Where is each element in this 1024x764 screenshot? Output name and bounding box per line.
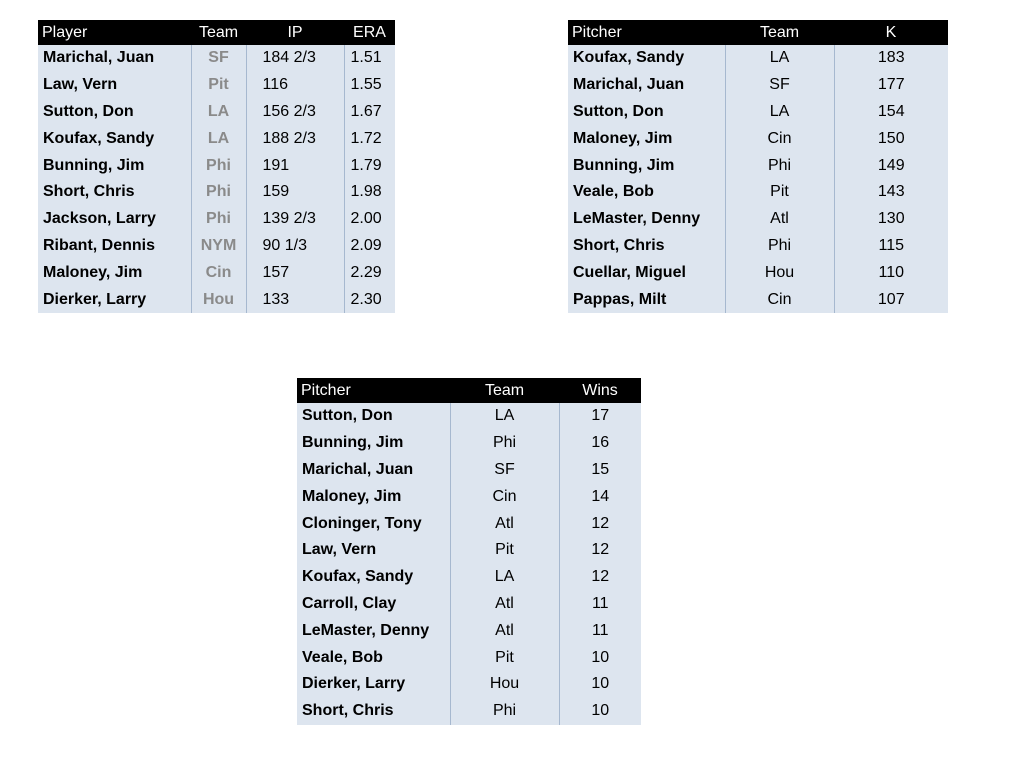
- wins-cell: 11: [559, 591, 641, 618]
- player-name-cell: Jackson, Larry: [38, 206, 191, 233]
- column-header-ip: IP: [246, 20, 344, 45]
- era-table-body: [38, 45, 395, 313]
- team-cell: LA: [725, 99, 834, 126]
- pitcher-name-cell: Koufax, Sandy: [568, 45, 725, 72]
- team-cell: Phi: [725, 152, 834, 179]
- pitcher-name-cell: LeMaster, Denny: [568, 206, 725, 233]
- table-row: [568, 99, 948, 126]
- table-row: [568, 45, 948, 72]
- table-row: [38, 206, 395, 233]
- team-cell: LA: [450, 403, 559, 430]
- era-cell: 1.51: [344, 45, 395, 72]
- team-cell: Cin: [725, 286, 834, 313]
- team-cell: Phi: [191, 206, 246, 233]
- table-row: [38, 45, 395, 72]
- pitcher-name-cell: Veale, Bob: [568, 179, 725, 206]
- pitcher-name-cell: Bunning, Jim: [568, 152, 725, 179]
- column-header-era: ERA: [344, 20, 395, 45]
- innings-pitched-cell: 116: [246, 72, 344, 99]
- strikeout-leaders-table: [568, 20, 948, 313]
- pitcher-name-cell: Pappas, Milt: [568, 286, 725, 313]
- table-row: [568, 72, 948, 99]
- table-row: [568, 206, 948, 233]
- team-cell: Pit: [191, 72, 246, 99]
- pitcher-name-cell: Marichal, Juan: [297, 457, 450, 484]
- team-cell: LA: [191, 99, 246, 126]
- strikeouts-cell: 143: [834, 179, 948, 206]
- pitcher-name-cell: Sutton, Don: [297, 403, 450, 430]
- table-row: [568, 259, 948, 286]
- wins-cell: 11: [559, 617, 641, 644]
- team-cell: LA: [725, 45, 834, 72]
- player-name-cell: Law, Vern: [38, 72, 191, 99]
- pitcher-name-cell: Marichal, Juan: [568, 72, 725, 99]
- pitcher-name-cell: Dierker, Larry: [297, 671, 450, 698]
- strikeouts-cell: 107: [834, 286, 948, 313]
- team-cell: Phi: [191, 152, 246, 179]
- pitcher-name-cell: Law, Vern: [297, 537, 450, 564]
- era-cell: 1.55: [344, 72, 395, 99]
- strikeouts-cell: 150: [834, 125, 948, 152]
- era-cell: 1.98: [344, 179, 395, 206]
- table-row: [568, 152, 948, 179]
- table-row: [568, 233, 948, 260]
- team-cell: LA: [450, 564, 559, 591]
- team-cell: Phi: [450, 430, 559, 457]
- team-cell: Hou: [191, 286, 246, 313]
- wins-cell: 12: [559, 510, 641, 537]
- table-row: [297, 564, 641, 591]
- player-name-cell: Ribant, Dennis: [38, 233, 191, 260]
- strikeouts-cell: 154: [834, 99, 948, 126]
- pitcher-name-cell: Maloney, Jim: [297, 483, 450, 510]
- table-row: [38, 125, 395, 152]
- wins-cell: 10: [559, 644, 641, 671]
- innings-pitched-cell: 188 2/3: [246, 125, 344, 152]
- player-name-cell: Marichal, Juan: [38, 45, 191, 72]
- pitcher-name-cell: Cuellar, Miguel: [568, 259, 725, 286]
- innings-pitched-cell: 157: [246, 259, 344, 286]
- player-name-cell: Maloney, Jim: [38, 259, 191, 286]
- player-name-cell: Sutton, Don: [38, 99, 191, 126]
- column-header-team: Team: [450, 378, 559, 403]
- player-name-cell: Koufax, Sandy: [38, 125, 191, 152]
- column-header-player: Player: [38, 20, 191, 45]
- era-cell: 2.29: [344, 259, 395, 286]
- team-cell: Hou: [725, 259, 834, 286]
- table-header-row: [297, 378, 641, 403]
- innings-pitched-cell: 156 2/3: [246, 99, 344, 126]
- team-cell: SF: [191, 45, 246, 72]
- team-cell: Atl: [450, 591, 559, 618]
- strikeouts-cell: 149: [834, 152, 948, 179]
- era-cell: 1.72: [344, 125, 395, 152]
- team-cell: Cin: [725, 125, 834, 152]
- player-name-cell: Bunning, Jim: [38, 152, 191, 179]
- table-row: [38, 72, 395, 99]
- column-header-pitcher: Pitcher: [568, 20, 725, 45]
- table-row: [297, 591, 641, 618]
- team-cell: Cin: [450, 483, 559, 510]
- era-cell: 1.79: [344, 152, 395, 179]
- pitcher-name-cell: Sutton, Don: [568, 99, 725, 126]
- pitcher-name-cell: Short, Chris: [297, 698, 450, 725]
- wins-cell: 15: [559, 457, 641, 484]
- wins-cell: 10: [559, 671, 641, 698]
- table-row: [38, 99, 395, 126]
- column-header-k: K: [834, 20, 948, 45]
- table-row: [297, 510, 641, 537]
- wins-cell: 17: [559, 403, 641, 430]
- innings-pitched-cell: 90 1/3: [246, 233, 344, 260]
- team-cell: Pit: [725, 179, 834, 206]
- team-cell: Phi: [450, 698, 559, 725]
- wins-cell: 10: [559, 698, 641, 725]
- table-row: [297, 457, 641, 484]
- pitcher-name-cell: Cloninger, Tony: [297, 510, 450, 537]
- table-row: [297, 644, 641, 671]
- team-cell: NYM: [191, 233, 246, 260]
- pitcher-name-cell: Maloney, Jim: [568, 125, 725, 152]
- wins-table-body: [297, 403, 641, 725]
- column-header-team: Team: [191, 20, 246, 45]
- column-header-wins: Wins: [559, 378, 641, 403]
- table-row: [38, 152, 395, 179]
- era-cell: 2.09: [344, 233, 395, 260]
- team-cell: Cin: [191, 259, 246, 286]
- table-row: [38, 179, 395, 206]
- team-cell: Atl: [725, 206, 834, 233]
- era-cell: 1.67: [344, 99, 395, 126]
- wins-cell: 12: [559, 564, 641, 591]
- team-cell: Hou: [450, 671, 559, 698]
- table-row: [297, 430, 641, 457]
- team-cell: Phi: [191, 179, 246, 206]
- pitcher-name-cell: Koufax, Sandy: [297, 564, 450, 591]
- wins-cell: 14: [559, 483, 641, 510]
- pitcher-name-cell: Carroll, Clay: [297, 591, 450, 618]
- table-row: [38, 286, 395, 313]
- pitcher-name-cell: Short, Chris: [568, 233, 725, 260]
- strikeouts-cell: 110: [834, 259, 948, 286]
- pitcher-name-cell: Bunning, Jim: [297, 430, 450, 457]
- team-cell: SF: [725, 72, 834, 99]
- table-row: [568, 179, 948, 206]
- table-row: [297, 617, 641, 644]
- innings-pitched-cell: 184 2/3: [246, 45, 344, 72]
- era-cell: 2.30: [344, 286, 395, 313]
- innings-pitched-cell: 191: [246, 152, 344, 179]
- table-row: [297, 403, 641, 430]
- innings-pitched-cell: 159: [246, 179, 344, 206]
- table-row: [38, 259, 395, 286]
- player-name-cell: Short, Chris: [38, 179, 191, 206]
- team-cell: LA: [191, 125, 246, 152]
- team-cell: Phi: [725, 233, 834, 260]
- team-cell: Atl: [450, 617, 559, 644]
- wins-leaders-table: [297, 378, 641, 725]
- team-cell: Atl: [450, 510, 559, 537]
- innings-pitched-cell: 139 2/3: [246, 206, 344, 233]
- era-cell: 2.00: [344, 206, 395, 233]
- table-row: [297, 671, 641, 698]
- team-cell: SF: [450, 457, 559, 484]
- team-cell: Pit: [450, 644, 559, 671]
- era-leaders-table: [38, 20, 395, 313]
- table-row: [568, 125, 948, 152]
- table-header-row: [568, 20, 948, 45]
- player-name-cell: Dierker, Larry: [38, 286, 191, 313]
- table-row: [297, 698, 641, 725]
- table-row: [297, 483, 641, 510]
- strikeouts-cell: 183: [834, 45, 948, 72]
- wins-cell: 16: [559, 430, 641, 457]
- wins-cell: 12: [559, 537, 641, 564]
- pitcher-name-cell: LeMaster, Denny: [297, 617, 450, 644]
- team-cell: Pit: [450, 537, 559, 564]
- strikeouts-cell: 130: [834, 206, 948, 233]
- pitcher-name-cell: Veale, Bob: [297, 644, 450, 671]
- strikeouts-cell: 177: [834, 72, 948, 99]
- table-row: [38, 233, 395, 260]
- table-header-row: [38, 20, 395, 45]
- k-table-body: [568, 45, 948, 313]
- table-row: [568, 286, 948, 313]
- column-header-pitcher: Pitcher: [297, 378, 450, 403]
- column-header-team: Team: [725, 20, 834, 45]
- table-row: [297, 537, 641, 564]
- strikeouts-cell: 115: [834, 233, 948, 260]
- innings-pitched-cell: 133: [246, 286, 344, 313]
